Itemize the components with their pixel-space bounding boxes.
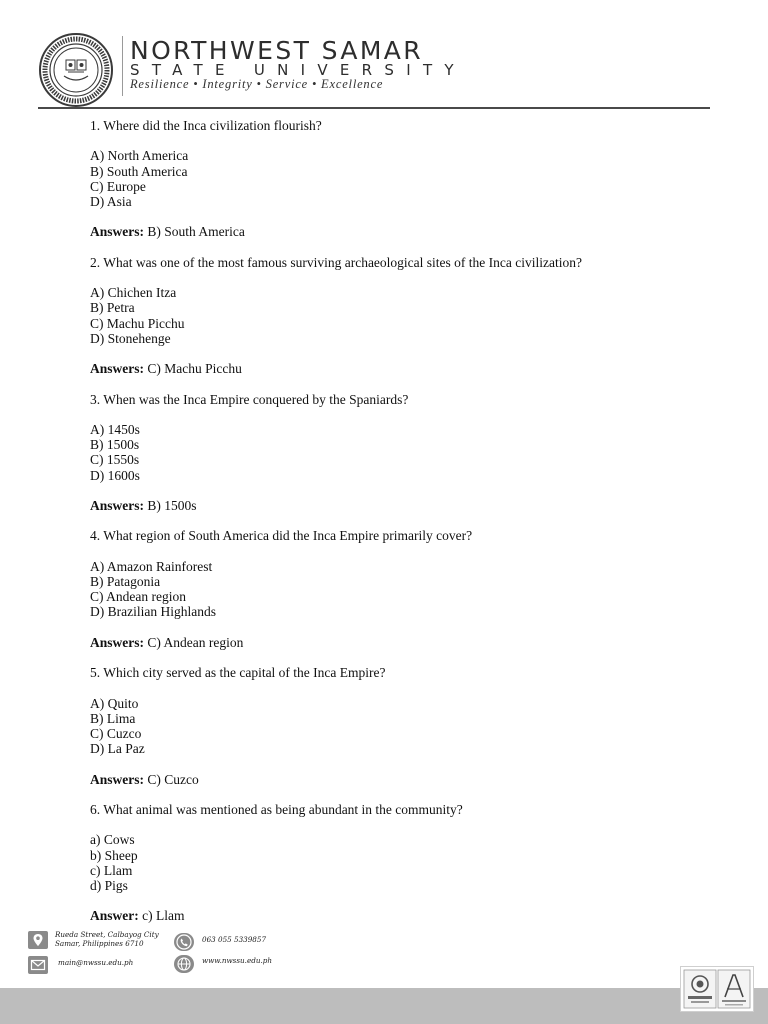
address-line: Rueda Street, Calbayog City bbox=[55, 930, 159, 939]
answer-option: D) 1600s bbox=[90, 467, 140, 483]
phone-text: 063 055 5339857 bbox=[202, 935, 267, 944]
footer-band bbox=[0, 988, 768, 1024]
university-name: NORTHWEST SAMAR bbox=[130, 36, 424, 65]
answer-option: C) Cuzco bbox=[90, 725, 142, 741]
answer-label: Answers: bbox=[90, 361, 144, 377]
university-seal-logo bbox=[38, 32, 114, 108]
answer-value: C) Andean region bbox=[144, 634, 244, 650]
answer-label: Answers: bbox=[90, 224, 144, 240]
question-block bbox=[90, 528, 710, 650]
answer-label: Answers: bbox=[90, 497, 144, 513]
header-rule bbox=[38, 107, 710, 109]
answer-value: C) Machu Picchu bbox=[144, 361, 242, 377]
question-text: 6. What animal was mentioned as being abundant in the community? bbox=[90, 801, 463, 817]
answer-option: C) 1550s bbox=[90, 452, 140, 468]
globe-icon bbox=[174, 955, 194, 973]
answer-option: B) Lima bbox=[90, 710, 136, 726]
answer-line bbox=[90, 498, 710, 513]
answer-line bbox=[90, 772, 710, 787]
university-motto: Resilience • Integrity • Service • Excellence bbox=[130, 77, 384, 91]
answer-option: A) Chichen Itza bbox=[90, 285, 177, 301]
question-block bbox=[90, 118, 710, 240]
footer-contact bbox=[28, 930, 328, 978]
quiz-content bbox=[90, 118, 710, 939]
answer-value: B) 1500s bbox=[144, 497, 197, 513]
letterhead bbox=[38, 32, 718, 108]
email-text: main@nwssu.edu.ph bbox=[58, 958, 134, 967]
certification-badges bbox=[680, 966, 754, 1012]
question-text: 1. Where did the Inca civilization flourish? bbox=[90, 118, 322, 133]
answer-label: Answer: bbox=[90, 908, 139, 924]
answer-option: C) Europe bbox=[90, 178, 146, 194]
phone-icon bbox=[174, 933, 194, 951]
answer-line bbox=[90, 361, 710, 376]
university-subtitle: STATE UNIVERSITY bbox=[130, 61, 466, 79]
answer-value: B) South America bbox=[144, 224, 245, 240]
answer-option: D) Stonehenge bbox=[90, 330, 171, 346]
answer-label: Answers: bbox=[90, 771, 144, 787]
answer-option: D) La Paz bbox=[90, 741, 145, 757]
question-block bbox=[90, 392, 710, 514]
answer-option: A) Amazon Rainforest bbox=[90, 558, 213, 574]
answer-line bbox=[90, 635, 710, 650]
answer-label: Answers: bbox=[90, 634, 144, 650]
location-icon bbox=[28, 931, 48, 949]
answer-option: D) Asia bbox=[90, 194, 132, 209]
answer-option: C) Andean region bbox=[90, 589, 186, 605]
question-text: 4. What region of South America did the Inca Empire primarily cover? bbox=[90, 528, 473, 544]
question-block bbox=[90, 665, 710, 787]
question-block bbox=[90, 255, 710, 377]
answer-option: d) Pigs bbox=[90, 877, 128, 893]
answer-line bbox=[90, 224, 710, 239]
answer-option: C) Machu Picchu bbox=[90, 315, 185, 331]
answer-option: B) 1500s bbox=[90, 437, 140, 453]
question-text: 2. What was one of the most famous surviving archaeological sites of the Inca civilization? bbox=[90, 254, 582, 270]
answer-option: B) South America bbox=[90, 163, 188, 179]
address-line: Samar, Philippines 6710 bbox=[55, 938, 144, 948]
answer-option: B) Petra bbox=[90, 300, 135, 316]
question-text: 3. When was the Inca Empire conquered by the Spaniards? bbox=[90, 391, 409, 407]
answer-option: B) Patagonia bbox=[90, 573, 161, 589]
website-text: www.nwssu.edu.ph bbox=[202, 956, 272, 965]
question-block bbox=[90, 802, 710, 924]
answer-line bbox=[90, 908, 710, 923]
answer-option: c) Llam bbox=[90, 862, 133, 878]
answer-option: b) Sheep bbox=[90, 847, 138, 863]
answer-option: D) Brazilian Highlands bbox=[90, 604, 216, 620]
answer-value: c) Llam bbox=[138, 908, 185, 924]
answer-option: A) North America bbox=[90, 148, 189, 164]
answer-value: C) Cuzco bbox=[144, 771, 199, 787]
mail-icon bbox=[28, 956, 48, 974]
address-text bbox=[55, 931, 159, 948]
answer-option: a) Cows bbox=[90, 832, 135, 848]
question-text: 5. Which city served as the capital of the Inca Empire? bbox=[90, 665, 386, 681]
answer-option: A) 1450s bbox=[90, 421, 140, 437]
iso-certification-logo bbox=[681, 967, 753, 1011]
header-divider bbox=[122, 36, 123, 96]
answer-option: A) Quito bbox=[90, 695, 139, 711]
